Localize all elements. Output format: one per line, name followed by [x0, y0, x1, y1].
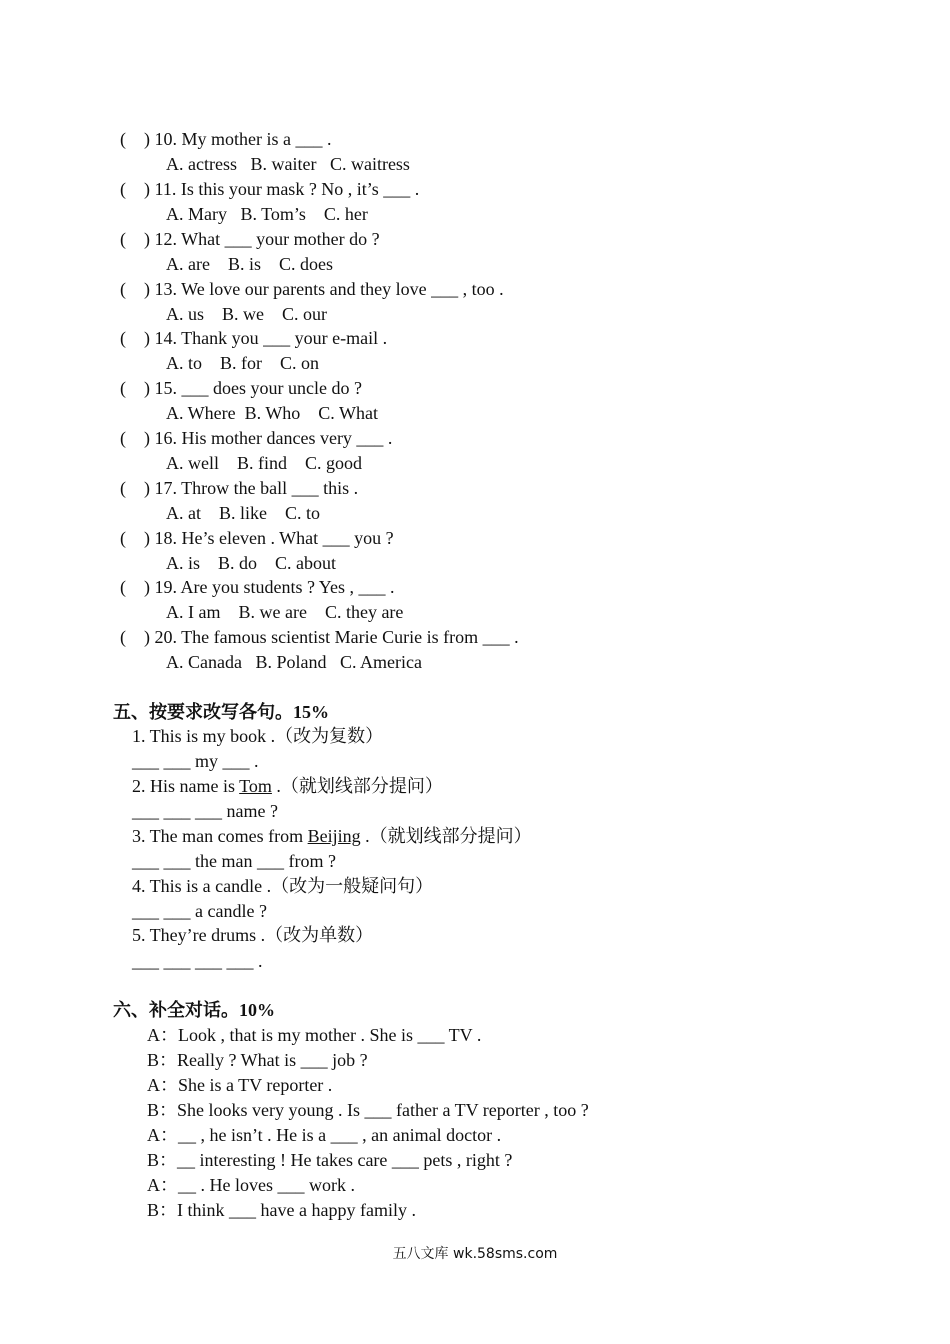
dialogue-line: B：She looks very young . Is ___ father a TV reporter , too ? [147, 1100, 589, 1120]
rewrite-blank-2: ___ ___ ___ name ? [132, 801, 278, 821]
options-18: A. is B. do C. about [166, 553, 337, 573]
options-20: A. Canada B. Poland C. America [166, 652, 422, 672]
question-17: ( ) 17. Throw the ball ___ this . [120, 478, 359, 498]
dialogue-line: A：__ , he isn’t . He is a ___ , an animal doctor . [147, 1125, 502, 1145]
rewrite-instruction: .（就划线部分提问） [271, 776, 443, 796]
options-17: A. at B. like C. to [166, 503, 320, 523]
rewrite-text: 5. They’re drums .（改为单数） [132, 925, 374, 945]
rewrite-item-1 [132, 724, 383, 748]
options-13: A. us B. we C. our [166, 304, 327, 324]
section-6-title: 六、补全对话。10% [113, 1000, 275, 1020]
underlined-word: Tom [239, 776, 272, 796]
dialogue-line: A：Look , that is my mother . She is ___ TV . [147, 1025, 482, 1045]
options-10: A. actress B. waiter C. waitress [166, 154, 410, 174]
question-12: ( ) 12. What ___ your mother do ? [120, 229, 380, 249]
rewrite-blank-1: ___ ___ my ___ . [132, 751, 259, 771]
dialogue-line: B：Really ? What is ___ job ? [147, 1050, 368, 1070]
options-12: A. are B. is C. does [166, 254, 333, 274]
options-11: A. Mary B. Tom’s C. her [166, 204, 368, 224]
page-footer: 五八文库 wk.58sms.com [392, 1246, 558, 1262]
dialogue-line: A：__ . He loves ___ work . [147, 1175, 355, 1195]
options-14: A. to B. for C. on [166, 353, 319, 373]
underlined-word: Beijing [307, 826, 361, 846]
section-5-title: 五、按要求改写各句。15% [113, 702, 329, 722]
question-11: ( ) 11. Is this your mask ? No , it’s ___ . [120, 179, 420, 199]
options-16: A. well B. find C. good [166, 453, 362, 473]
rewrite-text: 2. His name is [132, 776, 240, 796]
question-19: ( ) 19. Are you students ? Yes , ___ . [120, 577, 395, 597]
rewrite-instruction: .（就划线部分提问） [360, 826, 532, 846]
rewrite-item-2 [132, 774, 443, 798]
question-14: ( ) 14. Thank you ___ your e-mail . [120, 328, 388, 348]
question-20: ( ) 20. The famous scientist Marie Curie is from ___ . [120, 627, 519, 647]
rewrite-text: 1. This is my book .（改为复数） [132, 726, 384, 746]
rewrite-item-4 [132, 874, 433, 898]
question-13: ( ) 13. We love our parents and they love ___ , too . [120, 279, 504, 299]
dialogue-line: A：She is a TV reporter . [147, 1075, 333, 1095]
dialogue-line: B：I think ___ have a happy family . [147, 1200, 416, 1220]
rewrite-text: 3. The man comes from [132, 826, 308, 846]
options-19: A. I am B. we are C. they are [166, 602, 404, 622]
question-15: ( ) 15. ___ does your uncle do ? [120, 378, 362, 398]
options-15: A. Where B. Who C. What [166, 403, 378, 423]
question-10: ( ) 10. My mother is a ___ . [120, 129, 332, 149]
dialogue-line: B：__ interesting ! He takes care ___ pets , right ? [147, 1150, 513, 1170]
question-16: ( ) 16. His mother dances very ___ . [120, 428, 393, 448]
rewrite-item-5 [132, 923, 373, 947]
rewrite-blank-4: ___ ___ a candle ? [132, 901, 267, 921]
question-18: ( ) 18. He’s eleven . What ___ you ? [120, 528, 394, 548]
rewrite-text: 4. This is a candle .（改为一般疑问句） [132, 876, 434, 896]
rewrite-item-3 [132, 824, 532, 848]
rewrite-blank-3: ___ ___ the man ___ from ? [132, 851, 336, 871]
rewrite-blank-5: ___ ___ ___ ___ . [132, 951, 263, 971]
